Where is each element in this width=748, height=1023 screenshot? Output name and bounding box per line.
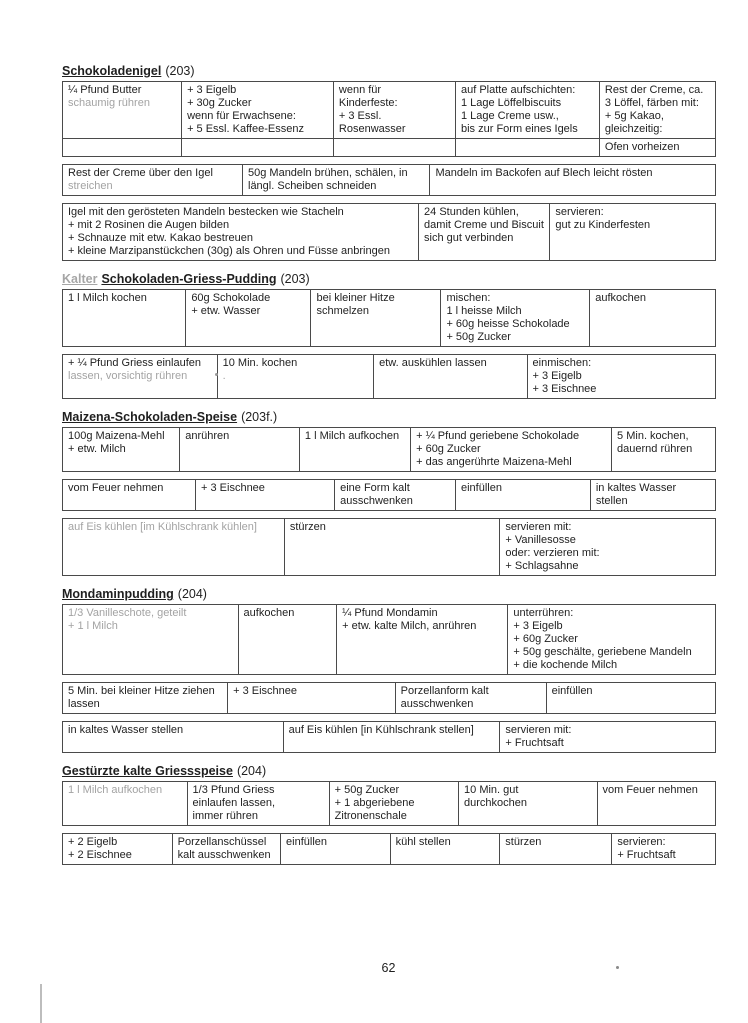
text-line <box>187 141 329 154</box>
text-line: 100g Maizena-Mehl <box>68 430 165 442</box>
text-line: servieren mit: <box>505 724 572 736</box>
text-line: + 3 Eigelb <box>513 620 563 632</box>
recipe-step-cell <box>590 480 715 511</box>
recipe-section <box>62 587 715 753</box>
text-line <box>68 141 177 154</box>
recipe-step-cell <box>329 782 458 826</box>
recipe-heading <box>62 587 715 601</box>
recipe-heading-name: Schokoladen-Griess-Pudding <box>101 272 277 286</box>
text-line: servieren: <box>555 206 604 218</box>
recipe-step-cell <box>217 355 373 399</box>
table-row <box>63 165 716 196</box>
recipe-step-cell <box>63 480 196 511</box>
scan-artifact-line <box>40 984 42 1023</box>
text-line: Mandeln im Backofen auf Blech leicht rösten <box>435 167 653 179</box>
text-line: + 5 Essl. Kaffee-Essenz <box>187 123 304 135</box>
text-line: Rest der Creme über den Igel <box>68 167 213 179</box>
recipe-step-table <box>62 518 716 576</box>
text-line: schaumig rühren <box>68 97 150 109</box>
text-line: dauernd rühren <box>617 443 693 455</box>
text-line: einfüllen <box>286 836 328 848</box>
recipe-step-cell <box>299 428 410 472</box>
text-line: bis zur Form eines Igels <box>460 123 578 135</box>
recipe-section <box>62 410 715 576</box>
text-line: einfüllen <box>551 685 593 697</box>
text-line: + 5g Kakao, <box>604 110 664 122</box>
table-row <box>63 834 716 865</box>
recipe-step-cell <box>599 82 715 139</box>
text-line: 1/3 Vanilleschote, geteilt <box>68 607 187 619</box>
table-row <box>63 204 716 261</box>
text-line: + mit 2 Rosinen die Augen bilden <box>68 219 230 231</box>
recipe-heading <box>62 272 715 286</box>
text-line: Ofen vorheizen <box>604 141 680 153</box>
text-line: gut zu Kinderfesten <box>555 219 651 231</box>
text-line: längl. Scheiben schneiden <box>248 180 377 192</box>
text-line: durchkochen <box>464 797 528 809</box>
text-line: 1/3 Pfund Griess <box>192 784 275 796</box>
recipe-heading-name: Mondaminpudding <box>62 587 174 601</box>
recipe-step-cell <box>284 519 500 576</box>
text-line: 3 Löffel, färben mit: <box>604 97 699 109</box>
page-number: 62 <box>381 961 396 975</box>
text-line: Igel mit den gerösteten Mandeln bestecken wie Stacheln <box>68 206 344 218</box>
recipe-step-table <box>62 203 716 261</box>
recipe-step-table <box>62 289 716 347</box>
text-line: + etw. Milch <box>68 443 126 455</box>
recipe-step-table <box>62 479 716 511</box>
recipe-step-cell <box>546 683 715 714</box>
table-row <box>63 139 716 157</box>
recipe-step-cell <box>337 605 508 675</box>
text-line: gleichzeitig: <box>604 123 663 135</box>
recipe-step-cell <box>63 165 243 196</box>
text-line: Rest der Creme, ca. <box>604 84 704 96</box>
recipe-step-cell <box>333 82 455 139</box>
text-line: wenn für Erwachsene: <box>187 110 296 122</box>
recipe-step-table <box>62 833 716 865</box>
text-line: + 3 Eischnee <box>233 685 297 697</box>
recipe-step-cell <box>612 428 716 472</box>
recipe-step-cell <box>599 139 715 157</box>
recipe-section <box>62 764 715 865</box>
text-line: kühl stellen <box>395 836 451 848</box>
recipe-step-cell <box>63 355 218 399</box>
text-line: + kleine Marzipanstückchen (30g) als Ohren und Füsse anbringen <box>68 245 390 257</box>
recipe-step-cell <box>63 519 285 576</box>
recipe-step-cell <box>455 139 599 157</box>
recipe-step-cell <box>281 834 391 865</box>
text-line: + Schnauze mit etw. Kakao bestreuen <box>68 232 253 244</box>
text-line: lassen <box>68 698 100 710</box>
recipe-page-ref: (203) <box>280 272 310 286</box>
recipe-step-cell <box>527 355 715 399</box>
table-row <box>63 480 716 511</box>
recipe-step-cell <box>63 428 180 472</box>
text-line: 1 l Milch aufkochen <box>304 430 400 442</box>
recipe-section <box>62 272 715 399</box>
text-line: stürzen <box>505 836 542 848</box>
text-line <box>339 141 451 154</box>
recipe-heading-name: Maizena-Schokoladen-Speise <box>62 410 238 424</box>
table-row <box>63 428 716 472</box>
recipe-step-cell <box>612 834 716 865</box>
recipe-step-cell <box>63 290 186 347</box>
recipe-step-cell <box>333 139 455 157</box>
text-line: 1 l heisse Milch <box>446 305 522 317</box>
text-line: + 50g Zucker <box>446 331 511 343</box>
text-line: + 3 Essl. <box>338 110 382 122</box>
text-line: wenn für <box>338 84 382 96</box>
text-line: + ¼ Pfund geriebene Schokolade <box>416 430 580 442</box>
text-line: servieren mit: <box>505 521 572 533</box>
recipe-step-cell <box>63 834 173 865</box>
recipe-step-cell <box>441 290 590 347</box>
recipe-step-cell <box>283 722 500 753</box>
recipe-step-cell <box>335 480 456 511</box>
text-line: vom Feuer nehmen <box>602 784 698 796</box>
text-line: Rosenwasser <box>338 123 406 135</box>
recipe-step-cell <box>63 139 182 157</box>
recipe-step-cell <box>500 519 716 576</box>
recipe-step-cell <box>455 82 599 139</box>
text-line: Zitronenschale <box>334 810 407 822</box>
text-line: sich gut verbinden <box>424 232 514 244</box>
recipe-heading <box>62 764 715 778</box>
recipe-step-cell <box>597 782 716 826</box>
text-line: ausschwenken <box>400 698 474 710</box>
recipe-step-cell <box>187 782 329 826</box>
text-line: einfüllen <box>461 482 502 494</box>
recipe-step-cell <box>500 834 612 865</box>
text-line: stürzen <box>289 521 326 533</box>
text-line: 1 Lage Creme usw., <box>460 110 559 122</box>
recipe-step-table <box>62 427 716 472</box>
table-row <box>63 355 716 399</box>
recipe-step-cell <box>196 480 335 511</box>
text-line: auf Platte aufschichten: <box>460 84 576 96</box>
recipe-step-cell <box>411 428 612 472</box>
text-line: vom Feuer nehmen <box>68 482 164 494</box>
recipe-step-table <box>62 604 716 675</box>
text-line: damit Creme und Biscuit <box>424 219 544 231</box>
recipe-step-cell <box>459 782 597 826</box>
table-row <box>63 519 716 576</box>
text-line: + 60g Zucker <box>416 443 481 455</box>
text-line: + das angerührte Maizena-Mehl <box>416 456 572 468</box>
text-line: 10 Min. gut <box>464 784 519 796</box>
text-line: mischen: <box>446 292 491 304</box>
table-row <box>63 82 716 139</box>
recipe-step-table <box>62 81 716 157</box>
text-line: anrühren <box>185 430 230 442</box>
recipe-step-cell <box>182 82 334 139</box>
text-line: + 3 Eischnee <box>201 482 265 494</box>
text-line: kalt ausschwenken <box>177 849 271 861</box>
recipe-step-table <box>62 781 716 826</box>
text-line: ausschwenken <box>340 495 413 507</box>
text-line: + die kochende Milch <box>513 659 618 671</box>
text-line: Kinderfeste: <box>338 97 398 109</box>
recipe-page-ref: (204) <box>177 587 207 601</box>
text-line: + 50g Zucker <box>334 784 400 796</box>
page-content <box>62 64 715 876</box>
recipe-step-cell <box>311 290 441 347</box>
text-line: 50g Mandeln brühen, schälen, in <box>248 167 408 179</box>
text-line: + Vanillesosse <box>505 534 576 546</box>
recipe-step-cell <box>63 605 239 675</box>
recipe-step-table <box>62 164 716 196</box>
recipe-page-ref: (203f.) <box>241 410 278 424</box>
recipe-heading <box>62 64 715 78</box>
text-line: + 1 l Milch <box>68 620 118 632</box>
text-line: unterrühren: <box>513 607 574 619</box>
text-line: ¼ Pfund Butter <box>68 84 142 96</box>
text-line: lassen, vorsichtig rühren <box>68 370 188 382</box>
text-line: + 3 Eigelb <box>532 370 582 382</box>
text-line: + Fruchtsaft <box>617 849 676 861</box>
recipe-step-cell <box>180 428 300 472</box>
scan-artifact-dot <box>215 373 218 376</box>
recipe-step-cell <box>63 722 284 753</box>
recipe-heading-prefix: Kalter <box>62 272 98 286</box>
recipe-step-cell <box>238 605 337 675</box>
text-line: immer rühren <box>192 810 258 822</box>
recipe-step-cell <box>374 355 527 399</box>
recipe-step-cell <box>550 204 716 261</box>
recipe-step-cell <box>228 683 396 714</box>
recipe-heading <box>62 410 715 424</box>
text-line: + 3 Eigelb <box>187 84 237 96</box>
recipe-heading-name: Schokoladenigel <box>62 64 162 78</box>
recipe-step-cell <box>172 834 280 865</box>
text-line: eine Form kalt <box>340 482 410 494</box>
recipe-section <box>62 64 715 261</box>
recipe-step-cell <box>63 204 419 261</box>
text-line: + 50g geschälte, geriebene Mandeln <box>513 646 692 658</box>
table-row <box>63 782 716 826</box>
recipe-page-ref: (203) <box>165 64 195 78</box>
text-line: schmelzen <box>316 305 370 317</box>
table-row <box>63 722 716 753</box>
recipe-step-cell <box>456 480 591 511</box>
text-line: ¼ Pfund Mondamin <box>342 607 438 619</box>
text-line: 10 Min. kochen <box>222 357 298 369</box>
recipe-step-table <box>62 721 716 753</box>
text-line: + etw. Wasser <box>191 305 261 317</box>
text-line: + 2 Eigelb <box>68 836 118 848</box>
recipe-step-cell <box>186 290 311 347</box>
text-line: etw. auskühlen lassen <box>379 357 487 369</box>
text-line: 1 l Milch kochen <box>68 292 147 304</box>
table-row <box>63 605 716 675</box>
text-line: aufkochen <box>243 607 295 619</box>
recipe-step-cell <box>243 165 430 196</box>
recipe-step-cell <box>500 722 716 753</box>
text-line: + ¼ Pfund Griess einlaufen <box>68 357 201 369</box>
text-line: 24 Stunden kühlen, <box>424 206 519 218</box>
text-line: servieren: <box>617 836 666 848</box>
recipe-step-cell <box>419 204 550 261</box>
text-line: 60g Schokolade <box>191 292 271 304</box>
text-line: oder: verzieren mit: <box>505 547 600 559</box>
table-row <box>63 290 716 347</box>
recipe-page-ref: (204) <box>236 764 267 778</box>
text-line: stellen <box>595 495 628 507</box>
recipe-step-cell <box>590 290 716 347</box>
recipe-step-table <box>62 354 716 399</box>
text-line: 1 l Milch aufkochen <box>68 784 163 796</box>
text-line: auf Eis kühlen [im Kühlschrank kühlen] <box>68 521 257 533</box>
recipe-heading-name: Gestürzte kalte Griessspeise <box>62 764 233 778</box>
text-line <box>461 141 595 154</box>
text-line: in kaltes Wasser <box>595 482 677 494</box>
recipe-step-cell <box>390 834 500 865</box>
text-line: + 2 Eischnee <box>68 849 132 861</box>
recipe-step-cell <box>63 82 182 139</box>
text-line: aufkochen <box>595 292 646 304</box>
text-line: + 1 abgeriebene <box>334 797 415 809</box>
recipe-step-cell <box>63 782 188 826</box>
table-row <box>63 683 716 714</box>
text-line: Porzellanform kalt <box>400 685 489 697</box>
text-line: + Fruchtsaft <box>505 737 564 749</box>
text-line: + etw. kalte Milch, anrühren <box>342 620 477 632</box>
text-line: + 3 Eischnee <box>532 383 597 395</box>
recipe-step-cell <box>508 605 716 675</box>
text-line: in kaltes Wasser stellen <box>68 724 184 736</box>
text-line: . <box>222 370 226 382</box>
recipe-step-cell <box>395 683 546 714</box>
text-line: + 60g heisse Schokolade <box>446 318 570 330</box>
text-line: auf Eis kühlen [in Kühlschrank stellen] <box>288 724 474 736</box>
text-line: 5 Min. kochen, <box>617 430 689 442</box>
recipe-step-cell <box>63 683 228 714</box>
text-line: 1 Lage Löffelbiscuits <box>460 97 562 109</box>
text-line: streichen <box>68 180 113 192</box>
recipe-step-cell <box>182 139 334 157</box>
text-line: einmischen: <box>532 357 592 369</box>
text-line: einlaufen lassen, <box>192 797 276 809</box>
text-line: + Schlagsahne <box>505 560 579 572</box>
text-line: 5 Min. bei kleiner Hitze ziehen <box>68 685 215 697</box>
scan-artifact-dot <box>616 966 619 969</box>
text-line: Porzellanschüssel <box>177 836 267 848</box>
recipe-step-cell <box>430 165 716 196</box>
text-line: + 60g Zucker <box>513 633 578 645</box>
text-line: + 30g Zucker <box>187 97 252 109</box>
text-line: bei kleiner Hitze <box>316 292 395 304</box>
recipe-step-table <box>62 682 716 714</box>
